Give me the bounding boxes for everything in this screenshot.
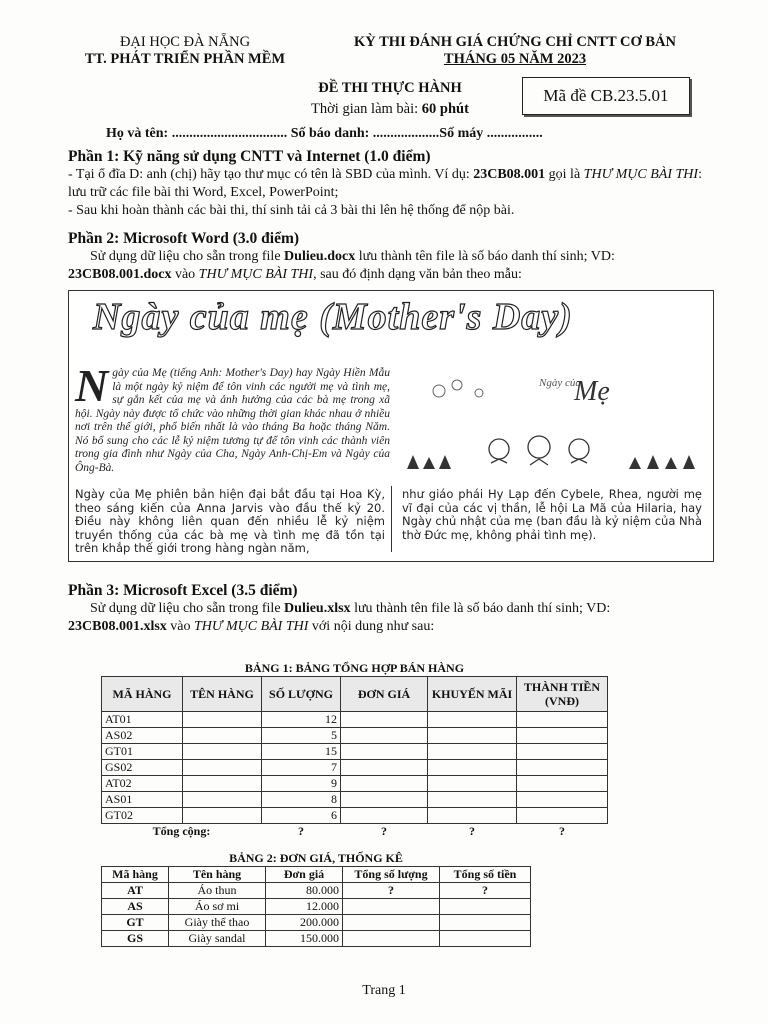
table1-cell <box>517 792 608 808</box>
part3-l1-a: Sử dụng dữ liệu cho sẵn trong file <box>90 601 285 616</box>
table2-cell-name: Giày sandal <box>169 931 266 947</box>
table1-header-code: MÃ HÀNG <box>102 677 183 712</box>
table-row <box>102 712 608 728</box>
table2-cell-name: Áo thun <box>169 883 266 899</box>
table1-cell-qty: 7 <box>262 760 341 776</box>
table2-cell-code: AS <box>102 899 169 915</box>
table-row <box>102 776 608 792</box>
part3-l1-c: lưu thành tên file là số báo danh thí sinh; VD: <box>350 601 611 616</box>
exam-code: Mã đề CB.23.5.01 <box>543 86 669 105</box>
part2-heading: Phần 2: Microsoft Word (3.0 điểm) <box>68 230 300 247</box>
table1-header-name: TÊN HÀNG <box>183 677 262 712</box>
table1-cell <box>428 728 517 744</box>
table1-cell-code: AT02 <box>102 776 183 792</box>
table2-cell-qty <box>343 931 440 947</box>
table2-cell-qty <box>343 915 440 931</box>
part2 <box>68 230 718 284</box>
dropcap: N <box>75 360 109 411</box>
table2-cell-name: Áo sơ mi <box>169 899 266 915</box>
table1-cell <box>341 744 428 760</box>
part2-line2 <box>68 266 718 284</box>
table1-cell-qty: 12 <box>262 712 341 728</box>
part3-l2-b: vào <box>166 619 195 634</box>
table2-cell-money <box>440 931 531 947</box>
table2-cell-money <box>440 915 531 931</box>
table1-cell <box>428 776 517 792</box>
table1-cell <box>183 776 262 792</box>
table1-title: BẢNG 1: BẢNG TỔNG HỢP BÁN HÀNG <box>244 660 465 675</box>
table2-cell-code: GT <box>102 915 169 931</box>
exam-line-1: KỲ THI ĐÁNH GIÁ CHỨNG CHỈ CNTT CƠ BẢN <box>354 34 676 50</box>
part3-line2 <box>68 618 718 636</box>
org-header <box>60 34 310 68</box>
table2-cell-price: 200.000 <box>266 915 343 931</box>
part3-heading: Phần 3: Microsoft Excel (3.5 điểm) <box>68 582 298 599</box>
table1-total-discount: ? <box>469 824 475 838</box>
part1-heading: Phần 1: Kỹ năng sử dụng CNTT và Internet (1.0 điểm) <box>68 148 431 165</box>
table-row <box>102 808 608 824</box>
table1-total-row <box>102 824 608 840</box>
excel-table-2 <box>101 850 531 947</box>
part2-l2-a: 23CB08.001.docx <box>68 267 172 282</box>
sample-para1-text: gày của Mẹ (tiếng Anh: Mother's Day) hay Ngày Hiền Mẫu là một ngày kỷ niệm để tôn vinh các người mẹ và tình mẹ, sự gắn kết của mẹ và ảnh hưởng của các bà mẹ trong xã hội. Ngày này được tổ chức vào những thời gian khác nhau ở nhiều nơi trên thế giới, phổ biến nhất là vào tháng Ba hoặc tháng Năm. Nó bổ sung cho các lễ kỷ niệm tương tự để tôn vinh các thành viên trong gia đình như Ngày của Cha, Ngày Anh-Chị-Em và Ngày của Ông-Bà. <box>75 367 390 474</box>
candidate-line: Họ và tên: ................................. Số báo danh: ...................Số máy ................ <box>106 126 543 141</box>
wordart-title: Ngày của mẹ (Mother's Day) <box>93 296 573 338</box>
org-line-1: ĐẠI HỌC ĐÀ NẴNG <box>119 34 251 50</box>
table1-cell <box>517 808 608 824</box>
table1-cell <box>183 728 262 744</box>
table-row <box>102 744 608 760</box>
table-row <box>102 915 531 931</box>
table2-header-price: Đơn giá <box>266 867 343 883</box>
table-row <box>102 728 608 744</box>
table2-cell-price: 12.000 <box>266 899 343 915</box>
table1-cell <box>341 792 428 808</box>
table2-cell-name: Giày thể thao <box>169 915 266 931</box>
word-sample-box <box>68 290 714 562</box>
part2-l1-a: Sử dụng dữ liệu cho sẵn trong file <box>90 249 285 264</box>
table2-header-code: Mã hàng <box>102 867 169 883</box>
table1-cell <box>183 712 262 728</box>
excel-table-1 <box>101 660 608 839</box>
table1-cell <box>341 808 428 824</box>
exam-code-box <box>522 77 690 115</box>
table1-total-qty: ? <box>298 824 304 838</box>
table1-header-price: ĐƠN GIÁ <box>341 677 428 712</box>
part1-l1-c: gọi là <box>545 167 584 182</box>
part1 <box>68 148 708 220</box>
part2-l2-b: vào <box>171 267 199 282</box>
table2-cell-price: 150.000 <box>266 931 343 947</box>
table1-cell-code: GT02 <box>102 808 183 824</box>
table1-cell <box>517 744 608 760</box>
part1-line1 <box>68 166 708 202</box>
table1-cell <box>341 776 428 792</box>
table1-cell <box>428 808 517 824</box>
table2-cell-qty: ? <box>343 883 440 899</box>
table1-cell-qty: 6 <box>262 808 341 824</box>
page-number: Trang 1 <box>362 983 406 998</box>
table-row <box>102 883 531 899</box>
org-line-2: TT. PHÁT TRIỂN PHẦN MỀM <box>84 51 286 67</box>
table1-cell-qty: 15 <box>262 744 341 760</box>
table2-cell-qty <box>343 899 440 915</box>
clipart-ngay: Ngày của <box>539 377 581 389</box>
part3-l2-a: 23CB08.001.xlsx <box>68 619 167 634</box>
table2-cell-money <box>440 899 531 915</box>
table2-header-total-qty: Tổng số lượng <box>343 867 440 883</box>
table-row <box>102 899 531 915</box>
table2-cell-code: AT <box>102 883 169 899</box>
part3-l1-b: Dulieu.xlsx <box>284 601 351 616</box>
table1-total-amount: ? <box>559 824 565 838</box>
table1-cell <box>428 712 517 728</box>
part3-l2-d: với nội dung như sau: <box>308 619 435 634</box>
part2-l1-b: Dulieu.docx <box>284 249 356 264</box>
part2-l2-d: , sau đó định dạng văn bản theo mẫu: <box>313 267 522 282</box>
sample-para2-right: như giáo phái Hy Lạp đến Cybele, Rhea, người mẹ vĩ đại của các vị thần, lễ hội La Mã của Hilaria, hay Ngày chủ nhật của mẹ (ban đầu là kỷ niệm của Nhà thờ Đức mẹ, không phải tình mẹ). <box>402 487 702 542</box>
table1-total-label: Tổng cộng: <box>152 824 211 838</box>
table1-cell-code: AS02 <box>102 728 183 744</box>
part3-l2-c: THƯ MỤC BÀI THI <box>194 619 309 634</box>
table1-cell <box>428 792 517 808</box>
table2-header-total-money: Tổng số tiền <box>440 867 531 883</box>
clipart-me: Mẹ <box>574 376 610 407</box>
table1-cell <box>517 712 608 728</box>
exam-header <box>330 34 700 68</box>
table-row <box>102 931 531 947</box>
table1-total-price: ? <box>381 824 387 838</box>
table2-header-name: Tên hàng <box>169 867 266 883</box>
sample-para2-left: Ngày của Mẹ phiên bản hiện đại bắt đầu tại Hoa Kỳ, theo sáng kiến của Anna Jarvis vào đầu thế kỷ 20. Điều này không liên quan đến nhiều lễ kỷ niệm truyền thống của các bà mẹ và tình mẹ đã tồn tại trên khắp thế giới trong hàng ngàn năm, <box>75 487 385 555</box>
table1-cell <box>428 744 517 760</box>
part1-l1-b: 23CB08.001 <box>473 167 546 182</box>
exam-line-2: THÁNG 05 NĂM 2023 <box>443 51 587 67</box>
table1-cell <box>183 808 262 824</box>
table1-cell <box>183 792 262 808</box>
table1-cell-code: AS01 <box>102 792 183 808</box>
table1-cell-qty: 8 <box>262 792 341 808</box>
part3 <box>68 582 718 636</box>
table1-cell <box>183 744 262 760</box>
table1-header-amount: THÀNH TIỀN (VNĐ) <box>517 677 608 712</box>
time-value: 60 phút <box>421 101 469 117</box>
table1-cell <box>341 728 428 744</box>
table-row <box>102 792 608 808</box>
sample-para1 <box>75 360 390 475</box>
part1-l1-e: : lưu trữ các file bài thi Word, Excel, PowerPoint; <box>68 167 702 200</box>
table1-cell <box>183 760 262 776</box>
table1-cell-code: GS02 <box>102 760 183 776</box>
time-label: Thời gian làm bài: <box>311 101 419 117</box>
part1-line2: - Sau khi hoàn thành các bài thi, thí sinh tải cả 3 bài thi lên hệ thống để nộp bài. <box>68 203 515 218</box>
table1-header-qty: SỐ LƯỢNG <box>262 677 341 712</box>
table1-cell <box>517 760 608 776</box>
table1-cell <box>341 760 428 776</box>
table2-cell-code: GS <box>102 931 169 947</box>
table1-cell <box>341 712 428 728</box>
table2-cell-money: ? <box>440 883 531 899</box>
table1-cell-qty: 9 <box>262 776 341 792</box>
table1-cell <box>428 760 517 776</box>
table2-title: BẢNG 2: ĐƠN GIÁ, THỐNG KÊ <box>229 850 403 865</box>
table2-cell-price: 80.000 <box>266 883 343 899</box>
column-divider <box>391 486 392 552</box>
table1-cell-code: AT01 <box>102 712 183 728</box>
table1-cell-code: GT01 <box>102 744 183 760</box>
table1-cell <box>517 728 608 744</box>
part2-line1 <box>68 248 718 266</box>
table1-cell <box>517 776 608 792</box>
part2-l2-c: THƯ MỤC BÀI THI <box>198 267 314 282</box>
exam-type: ĐỀ THI THỰC HÀNH <box>318 80 462 96</box>
table-row <box>102 760 608 776</box>
part3-line1 <box>68 600 718 618</box>
table1-header-discount: KHUYẾN MÃI <box>428 677 517 712</box>
part1-l1-a: - Tại ổ đĩa D: anh (chị) hãy tạo thư mục có tên là SBD của mình. Ví dụ: <box>68 167 474 182</box>
table1-cell-qty: 5 <box>262 728 341 744</box>
part2-l1-c: lưu thành tên file là số báo danh thí sinh; VD: <box>355 249 615 264</box>
part1-l1-d: THƯ MỤC BÀI THI <box>583 167 699 182</box>
